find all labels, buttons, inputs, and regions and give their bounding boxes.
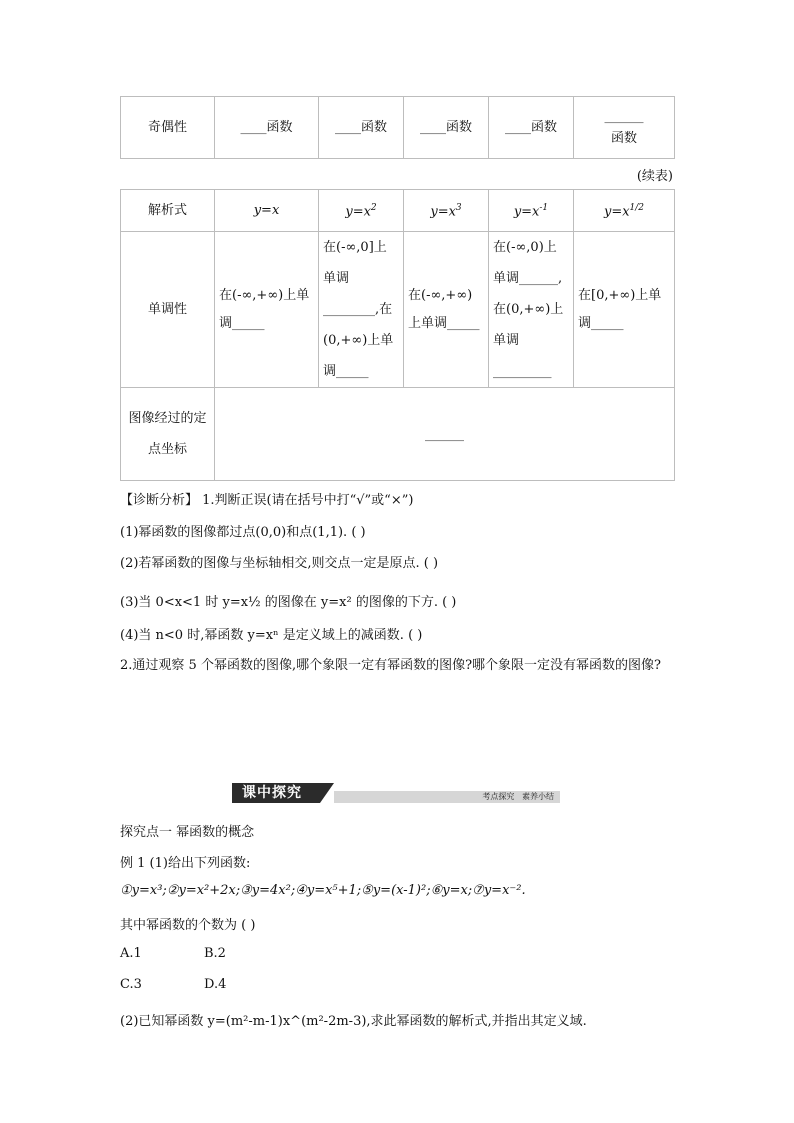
banner-tag-1: 考点探究 — [482, 792, 515, 801]
option-c: C.3 — [120, 977, 142, 992]
option-b: B.2 — [204, 946, 226, 961]
diagnosis-question-2: 2.通过观察 5 个幂函数的图像,哪个象限一定有幂函数的图像?哪个象限一定没有幂函数的图像? — [120, 658, 662, 673]
continued-label: (续表) — [636, 169, 673, 184]
formula-header-2: $y=x^2$ — [319, 190, 404, 232]
formula-row — [121, 190, 675, 232]
monotonic-cell-1: 在(-∞,+∞)上单调_____ — [215, 232, 319, 388]
monotonic-cell-4: 在(-∞,0)上单调______,在(0,+∞)上单调_________ — [489, 232, 574, 388]
section-banner — [232, 783, 560, 803]
monotonic-label: 单调性 — [121, 232, 215, 388]
example-intro: 例 1 (1)给出下列函数: — [120, 856, 251, 871]
banner-tags — [482, 791, 554, 803]
parity-cell-4: ____函数 — [489, 97, 574, 159]
properties-table — [120, 189, 675, 481]
banner-tag-2: 素养小结 — [522, 792, 554, 801]
diagnosis-title: 【诊断分析】 1.判断正误(请在括号中打“√”或“×”) — [120, 493, 414, 508]
parity-label: 奇偶性 — [121, 97, 215, 159]
formula-header-3: $y=x^3$ — [404, 190, 489, 232]
diagnosis-item-3: (3)当 0<x<1 时 y=x½ 的图像在 y=x² 的图像的下方. ( ) — [120, 595, 457, 610]
parity-cell-2: ____函数 — [319, 97, 404, 159]
banner-title: 课中探究 — [232, 783, 320, 803]
parity-row — [121, 97, 675, 159]
option-d: D.4 — [204, 977, 227, 992]
formula-header-5: $y=x^{1/2}$ — [574, 190, 675, 232]
diagnosis-item-1: (1)幂函数的图像都过点(0,0)和点(1,1). ( ) — [120, 525, 366, 540]
parity-cell-1: ____函数 — [215, 97, 319, 159]
parity-cell-5-suffix: 函数 — [610, 130, 637, 146]
parity-table — [120, 96, 675, 159]
monotonic-cell-5: 在[0,+∞)上单调_____ — [574, 232, 675, 388]
banner-arrow — [320, 783, 334, 803]
fixed-point-label: 图像经过的定点坐标 — [121, 388, 215, 481]
function-list: ①y=x³;②y=x²+2x;③y=4x²;④y=x⁵+1;⑤y=(x-1)²;⑥y=x;⑦y=x⁻². — [120, 883, 526, 898]
monotonic-cell-3: 在(-∞,+∞)上单调_____ — [404, 232, 489, 388]
formula-header-4: $y=x^{-1}$ — [489, 190, 574, 232]
fixed-point-value: ______ — [215, 388, 675, 481]
parity-cell-5-blank: ______ — [604, 108, 644, 124]
parity-cell-3: ____函数 — [404, 97, 489, 159]
example-question: 其中幂函数的个数为 ( ) — [120, 918, 256, 933]
parity-cell-5 — [574, 97, 675, 159]
section-heading: 探究点一 幂函数的概念 — [120, 825, 255, 840]
diagnosis-item-2: (2)若幂函数的图像与坐标轴相交,则交点一定是原点. ( ) — [120, 556, 439, 571]
monotonic-row — [121, 232, 675, 388]
diagnosis-item-4: (4)当 n<0 时,幂函数 y=xⁿ 是定义域上的减函数. ( ) — [120, 628, 423, 643]
formula-label: 解析式 — [121, 190, 215, 232]
option-a: A.1 — [120, 946, 142, 961]
fixed-point-row — [121, 388, 675, 481]
monotonic-cell-2: 在(-∞,0]上单调________,在(0,+∞)上单调_____ — [319, 232, 404, 388]
formula-header-1: y=x — [215, 190, 319, 232]
example-part-2: (2)已知幂函数 y=(m²-m-1)x^(m²-2m-3),求此幂函数的解析式,并指出其定义域. — [120, 1014, 587, 1029]
